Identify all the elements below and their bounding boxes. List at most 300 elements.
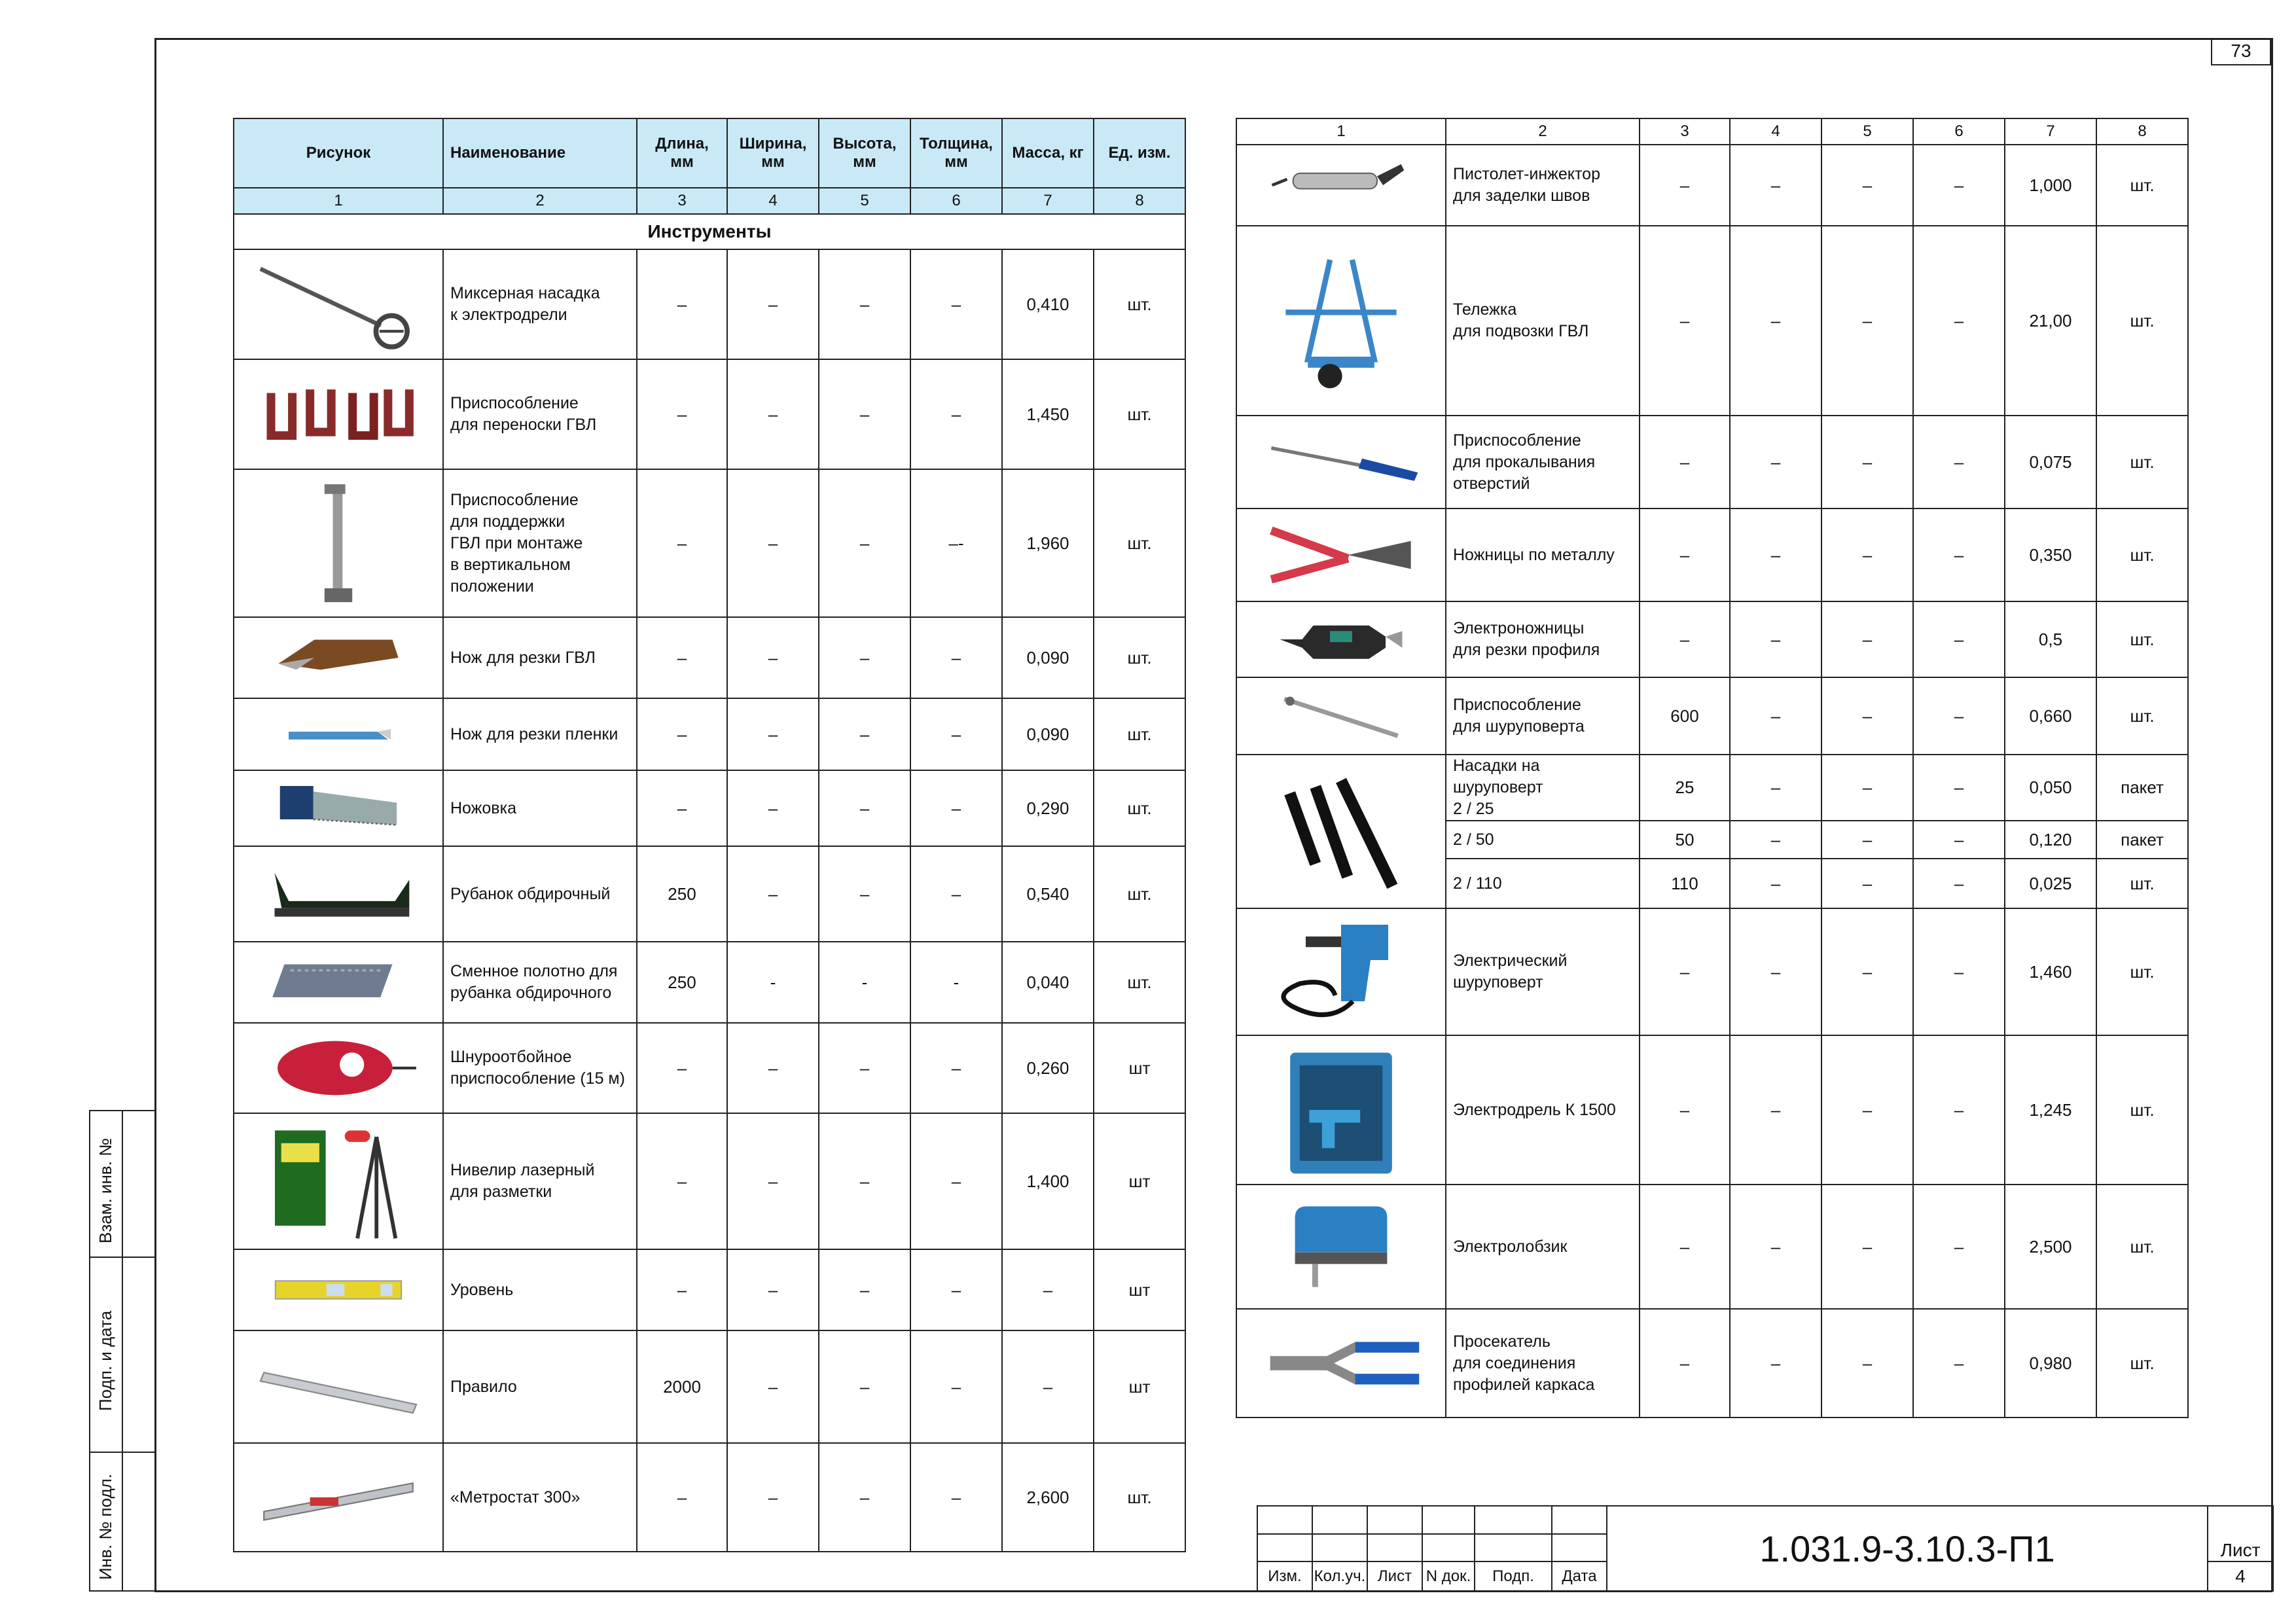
width-value: – <box>727 846 819 942</box>
thickness-value: –- <box>910 469 1002 617</box>
spirit-level-icon <box>253 1254 423 1326</box>
item-name: Приспособление для шуруповерта <box>1446 677 1640 755</box>
height-value: – <box>819 469 910 617</box>
drill-case-icon <box>1236 1035 1446 1185</box>
table-row <box>1236 416 2188 508</box>
length-value: – <box>637 249 727 359</box>
item-name: 2 / 50 <box>1446 821 1640 859</box>
unit-value: шт. <box>2096 908 2188 1035</box>
width-value: – <box>1730 416 1821 508</box>
page-number: 73 <box>2231 41 2251 61</box>
right-tools-table <box>1236 118 2189 1418</box>
height-value: – <box>1821 755 1913 821</box>
unit-value: шт. <box>1094 942 1185 1023</box>
thickness-value: – <box>1913 755 2005 821</box>
length-value: 110 <box>1640 859 1730 908</box>
side-label-podp: Подп. и дата <box>96 1310 115 1411</box>
col-number: 5 <box>1821 118 1913 145</box>
gvl-knife-icon <box>234 617 443 698</box>
mass-value: 0,120 <box>2005 821 2096 859</box>
thickness-value: – <box>1913 145 2005 226</box>
col-number: 5 <box>819 188 910 214</box>
thickness-value: – <box>1913 677 2005 755</box>
height-value: – <box>819 359 910 469</box>
handsaw-icon <box>234 770 443 846</box>
item-name: Шнуроотбойное приспособление (15 м) <box>443 1023 637 1113</box>
edge-plane-icon <box>234 846 443 942</box>
length-value: – <box>1640 226 1730 416</box>
side-stamp-divider <box>122 1110 123 1592</box>
col-header-width: Ширина, мм <box>727 118 819 188</box>
stamp-cell <box>1475 1534 1552 1562</box>
length-value: 250 <box>637 846 727 942</box>
section-title: Инструменты <box>234 214 1185 249</box>
length-value: – <box>1640 145 1730 226</box>
screwdriver-extension-icon <box>1236 677 1446 755</box>
support-lever-icon <box>234 469 443 617</box>
stamp-col-izm: Изм. <box>1257 1561 1312 1591</box>
electric-screwdriver-icon <box>1256 913 1426 1031</box>
mass-value: 0,5 <box>2005 601 2096 677</box>
length-value: – <box>637 698 727 770</box>
length-value: – <box>1640 416 1730 508</box>
mass-value: 0,075 <box>2005 416 2096 508</box>
table-row <box>234 1023 1185 1113</box>
height-value: – <box>1821 908 1913 1035</box>
length-value: – <box>637 469 727 617</box>
unit-value: шт. <box>1094 1443 1185 1552</box>
width-value: – <box>1730 508 1821 601</box>
item-name: Сменное полотно для рубанка обдирочного <box>443 942 637 1023</box>
thickness-value: – <box>910 617 1002 698</box>
thickness-value: – <box>1913 1309 2005 1418</box>
thickness-value: – <box>1913 1035 2005 1185</box>
jigsaw-icon <box>1236 1185 1446 1309</box>
height-value: – <box>1821 226 1913 416</box>
thickness-value: – <box>1913 226 2005 416</box>
mass-value: 1,450 <box>1002 359 1094 469</box>
table-row <box>234 698 1185 770</box>
item-name: Тележка для подвозки ГВЛ <box>1446 226 1640 416</box>
height-value: – <box>819 1330 910 1443</box>
item-name: Приспособление для переноски ГВЛ <box>443 359 637 469</box>
col-number: 6 <box>1913 118 2005 145</box>
table-row <box>234 617 1185 698</box>
side-label-inv: Инв. № подл. <box>96 1474 115 1580</box>
spirit-level-icon <box>234 1249 443 1330</box>
metrostat-icon <box>253 1448 423 1547</box>
drill-case-icon <box>1256 1040 1426 1180</box>
crimper-icon <box>1256 1313 1426 1413</box>
straightedge-icon <box>253 1335 423 1438</box>
mass-value: 1,960 <box>1002 469 1094 617</box>
height-value: – <box>819 617 910 698</box>
length-value: – <box>637 1443 727 1552</box>
length-value: – <box>1640 508 1730 601</box>
width-value: – <box>1730 226 1821 416</box>
unit-value: шт. <box>1094 469 1185 617</box>
thickness-value: – <box>910 1249 1002 1330</box>
col-number: 4 <box>1730 118 1821 145</box>
width-value: - <box>727 942 819 1023</box>
unit-value: пакет <box>2096 821 2188 859</box>
table-row <box>1236 1309 2188 1418</box>
unit-value: шт <box>1094 1330 1185 1443</box>
mass-value: 1,400 <box>1002 1113 1094 1249</box>
sheet-number: 4 <box>2208 1561 2273 1591</box>
unit-value: шт. <box>2096 1309 2188 1418</box>
support-lever-icon <box>253 474 423 613</box>
screwdriver-bits-icon <box>1236 755 1446 908</box>
thickness-value: – <box>1913 821 2005 859</box>
mass-value: 2,600 <box>1002 1443 1094 1552</box>
mass-value: 0,660 <box>2005 677 2096 755</box>
col-number: 8 <box>1094 188 1185 214</box>
col-header-thickness: Толщина, мм <box>910 118 1002 188</box>
col-number: 3 <box>637 188 727 214</box>
item-name: Приспособление для поддержки ГВЛ при монтаже в вертикальном положении <box>443 469 637 617</box>
table-row <box>1236 508 2188 601</box>
item-name: Электролобзик <box>1446 1185 1640 1309</box>
unit-value: шт. <box>2096 145 2188 226</box>
length-value: – <box>1640 1309 1730 1418</box>
width-value: – <box>727 469 819 617</box>
thickness-value: – <box>1913 601 2005 677</box>
unit-value: шт. <box>2096 677 2188 755</box>
metrostat-icon <box>234 1443 443 1552</box>
caulking-gun-icon <box>1236 145 1446 226</box>
gvl-knife-icon <box>253 622 423 694</box>
thickness-value: – <box>1913 1185 2005 1309</box>
chalk-line-icon <box>253 1027 423 1109</box>
width-value: – <box>727 1330 819 1443</box>
thickness-value: – <box>1913 908 2005 1035</box>
height-value: – <box>1821 821 1913 859</box>
height-value: – <box>1821 859 1913 908</box>
width-value: – <box>727 249 819 359</box>
laser-level-icon <box>253 1118 423 1245</box>
crimper-icon <box>1236 1309 1446 1418</box>
edge-plane-icon <box>253 851 423 937</box>
unit-value: пакет <box>2096 755 2188 821</box>
item-name: Ножовка <box>443 770 637 846</box>
straightedge-icon <box>234 1330 443 1443</box>
height-value: – <box>819 1023 910 1113</box>
handsaw-icon <box>253 775 423 842</box>
awl-icon <box>1236 416 1446 508</box>
width-value: – <box>727 698 819 770</box>
item-name: Пистолет-инжектор для заделки швов <box>1446 145 1640 226</box>
mass-value: – <box>1002 1330 1094 1443</box>
mass-value: 0,290 <box>1002 770 1094 846</box>
col-number: 3 <box>1640 118 1730 145</box>
item-name: Насадки на шуруповерт 2 / 25 <box>1446 755 1640 821</box>
thickness-value: – <box>910 770 1002 846</box>
thickness-value: – <box>910 249 1002 359</box>
unit-value: шт. <box>2096 508 2188 601</box>
thickness-value: - <box>910 942 1002 1023</box>
mixer-attachment-icon <box>234 249 443 359</box>
width-value: – <box>727 770 819 846</box>
height-value: – <box>1821 677 1913 755</box>
item-name: Приспособление для прокалывания отверстий <box>1446 416 1640 508</box>
caulking-gun-icon <box>1256 149 1426 221</box>
height-value: – <box>1821 1185 1913 1309</box>
width-value: – <box>727 1443 819 1552</box>
height-value: – <box>819 1249 910 1330</box>
unit-value: шт. <box>2096 601 2188 677</box>
thickness-value: – <box>910 1023 1002 1113</box>
width-value: – <box>1730 1185 1821 1309</box>
stamp-col-ndok: N док. <box>1422 1561 1475 1591</box>
width-value: – <box>1730 677 1821 755</box>
unit-value: шт. <box>2096 1035 2188 1185</box>
stamp-cell <box>1367 1534 1422 1562</box>
col-header-name: Наименование <box>443 118 637 188</box>
length-value: – <box>1640 601 1730 677</box>
mass-value: 0,090 <box>1002 698 1094 770</box>
width-value: – <box>1730 1309 1821 1418</box>
stamp-cell <box>1422 1534 1475 1562</box>
col-number: 1 <box>234 188 443 214</box>
stamp-cell <box>1422 1506 1475 1534</box>
carry-handles-icon <box>234 359 443 469</box>
stamp-cell <box>1257 1506 1312 1534</box>
width-value: – <box>727 617 819 698</box>
unit-value: шт. <box>2096 859 2188 908</box>
table-row <box>1236 601 2188 677</box>
table-row <box>1236 1035 2188 1185</box>
unit-value: шт. <box>1094 698 1185 770</box>
height-value: – <box>1821 1309 1913 1418</box>
awl-icon <box>1256 420 1426 504</box>
mass-value: 1,245 <box>2005 1035 2096 1185</box>
table-row <box>234 359 1185 469</box>
col-number: 7 <box>1002 188 1094 214</box>
table-row <box>234 846 1185 942</box>
width-value: – <box>1730 908 1821 1035</box>
stamp-cell <box>1257 1534 1312 1562</box>
unit-value: шт. <box>2096 1185 2188 1309</box>
mass-value: 2,500 <box>2005 1185 2096 1309</box>
col-number: 7 <box>2005 118 2096 145</box>
col-number: 2 <box>443 188 637 214</box>
item-name: Нивелир лазерный для разметки <box>443 1113 637 1249</box>
unit-value: шт. <box>1094 770 1185 846</box>
metal-shears-icon <box>1236 508 1446 601</box>
thickness-value: – <box>910 1330 1002 1443</box>
height-value: - <box>819 942 910 1023</box>
table-row <box>1236 145 2188 226</box>
length-value: – <box>637 770 727 846</box>
item-name: Электроножницы для резки профиля <box>1446 601 1640 677</box>
col-number: 1 <box>1236 118 1446 145</box>
table-row <box>234 1249 1185 1330</box>
metal-shears-icon <box>1256 513 1426 597</box>
mass-value: 0,350 <box>2005 508 2096 601</box>
mass-value: 21,00 <box>2005 226 2096 416</box>
length-value: 50 <box>1640 821 1730 859</box>
table-row <box>1236 677 2188 755</box>
stamp-cell <box>1475 1506 1552 1534</box>
col-number: 4 <box>727 188 819 214</box>
table-row <box>1236 908 2188 1035</box>
height-value: – <box>819 249 910 359</box>
length-value: 250 <box>637 942 727 1023</box>
mass-value: 0,040 <box>1002 942 1094 1023</box>
board-cart-icon <box>1236 226 1446 416</box>
col-header-mass: Масса, кг <box>1002 118 1094 188</box>
table-row <box>234 1113 1185 1249</box>
thickness-value: – <box>1913 859 2005 908</box>
thickness-value: – <box>910 1113 1002 1249</box>
length-value: 25 <box>1640 755 1730 821</box>
length-value: – <box>637 1023 727 1113</box>
item-name: Просекатель для соединения профилей каркаса <box>1446 1309 1640 1418</box>
left-tools-table <box>233 118 1186 1552</box>
stamp-col-data: Дата <box>1552 1561 1607 1591</box>
table-row <box>234 942 1185 1023</box>
width-value: – <box>1730 601 1821 677</box>
item-name: Рубанок обдирочный <box>443 846 637 942</box>
unit-value: шт. <box>1094 846 1185 942</box>
col-number: 8 <box>2096 118 2188 145</box>
film-knife-icon <box>253 703 423 766</box>
mass-value: 0,050 <box>2005 755 2096 821</box>
length-value: – <box>1640 908 1730 1035</box>
plane-blade-icon <box>253 946 423 1018</box>
unit-value: шт. <box>2096 226 2188 416</box>
unit-value: шт <box>1094 1249 1185 1330</box>
height-value: – <box>1821 1035 1913 1185</box>
thickness-value: – <box>910 698 1002 770</box>
unit-value: шт. <box>1094 249 1185 359</box>
stamp-col-list: Лист <box>1367 1561 1422 1591</box>
item-name: Миксерная насадка к электродрели <box>443 249 637 359</box>
thickness-value: – <box>910 1443 1002 1552</box>
table-row <box>234 1443 1185 1552</box>
width-value: – <box>1730 821 1821 859</box>
stamp-col-podp: Подп. <box>1475 1561 1552 1591</box>
electric-shears-icon <box>1236 601 1446 677</box>
carry-handles-icon <box>253 364 423 465</box>
width-value: – <box>727 1249 819 1330</box>
width-value: – <box>1730 1035 1821 1185</box>
height-value: – <box>819 770 910 846</box>
stamp-cell <box>1367 1506 1422 1534</box>
table-row <box>1236 1185 2188 1309</box>
unit-value: шт. <box>1094 617 1185 698</box>
title-block <box>1257 1505 2274 1592</box>
length-value: – <box>637 359 727 469</box>
stamp-cell <box>1312 1534 1367 1562</box>
mass-value: 0,540 <box>1002 846 1094 942</box>
item-name: 2 / 110 <box>1446 859 1640 908</box>
unit-value: шт <box>1094 1023 1185 1113</box>
electric-screwdriver-icon <box>1236 908 1446 1035</box>
width-value: – <box>727 359 819 469</box>
mixer-attachment-icon <box>253 254 423 355</box>
mass-value: 1,000 <box>2005 145 2096 226</box>
table-row <box>234 1330 1185 1443</box>
col-header-height: Высота, мм <box>819 118 910 188</box>
width-value: – <box>727 1023 819 1113</box>
frame-right <box>2271 38 2273 1592</box>
mass-value: 1,460 <box>2005 908 2096 1035</box>
board-cart-icon <box>1256 249 1426 393</box>
item-name: Ножницы по металлу <box>1446 508 1640 601</box>
sheet-label: Лист <box>2208 1506 2273 1561</box>
col-header-unit: Ед. изм. <box>1094 118 1185 188</box>
col-number: 6 <box>910 188 1002 214</box>
stamp-col-kolich: Кол.уч. <box>1312 1561 1367 1591</box>
height-value: – <box>1821 416 1913 508</box>
col-header-picture: Рисунок <box>234 118 443 188</box>
thickness-value: – <box>1913 416 2005 508</box>
laser-level-icon <box>234 1113 443 1249</box>
page-number-box <box>2211 38 2271 65</box>
length-value: – <box>637 1113 727 1249</box>
thickness-value: – <box>910 359 1002 469</box>
height-value: – <box>1821 145 1913 226</box>
height-value: – <box>819 1113 910 1249</box>
unit-value: шт <box>1094 1113 1185 1249</box>
length-value: 600 <box>1640 677 1730 755</box>
mass-value: 0,980 <box>2005 1309 2096 1418</box>
item-name: Нож для резки пленки <box>443 698 637 770</box>
mass-value: 0,090 <box>1002 617 1094 698</box>
table-row <box>1236 755 2188 821</box>
stamp-cell <box>1552 1506 1607 1534</box>
height-value: – <box>1821 601 1913 677</box>
length-value: – <box>637 1249 727 1330</box>
chalk-line-icon <box>234 1023 443 1113</box>
height-value: – <box>819 846 910 942</box>
length-value: 2000 <box>637 1330 727 1443</box>
mass-value: 0,410 <box>1002 249 1094 359</box>
stamp-cell <box>1552 1534 1607 1562</box>
mass-value: – <box>1002 1249 1094 1330</box>
length-value: – <box>637 617 727 698</box>
jigsaw-icon <box>1256 1189 1426 1304</box>
unit-value: шт. <box>2096 416 2188 508</box>
item-name: «Метростат 300» <box>443 1443 637 1552</box>
thickness-value: – <box>910 846 1002 942</box>
item-name: Нож для резки ГВЛ <box>443 617 637 698</box>
item-name: Правило <box>443 1330 637 1443</box>
doc-code: 1.031.9-3.10.3-П1 <box>1607 1506 2208 1591</box>
unit-value: шт. <box>1094 359 1185 469</box>
col-header-length: Длина, мм <box>637 118 727 188</box>
table-row <box>234 249 1185 359</box>
length-value: – <box>1640 1185 1730 1309</box>
item-name: Электрический шуруповерт <box>1446 908 1640 1035</box>
electric-shears-icon <box>1256 606 1426 673</box>
side-label-vzam: Взам. инв. № <box>96 1137 115 1243</box>
length-value: – <box>1640 1035 1730 1185</box>
mass-value: 0,025 <box>2005 859 2096 908</box>
table-row <box>234 770 1185 846</box>
height-value: – <box>819 698 910 770</box>
item-name: Уровень <box>443 1249 637 1330</box>
height-value: – <box>1821 508 1913 601</box>
width-value: – <box>1730 859 1821 908</box>
item-name: Электродрель К 1500 <box>1446 1035 1640 1185</box>
film-knife-icon <box>234 698 443 770</box>
height-value: – <box>819 1443 910 1552</box>
stamp-cell <box>1312 1506 1367 1534</box>
frame-top <box>154 38 2272 40</box>
